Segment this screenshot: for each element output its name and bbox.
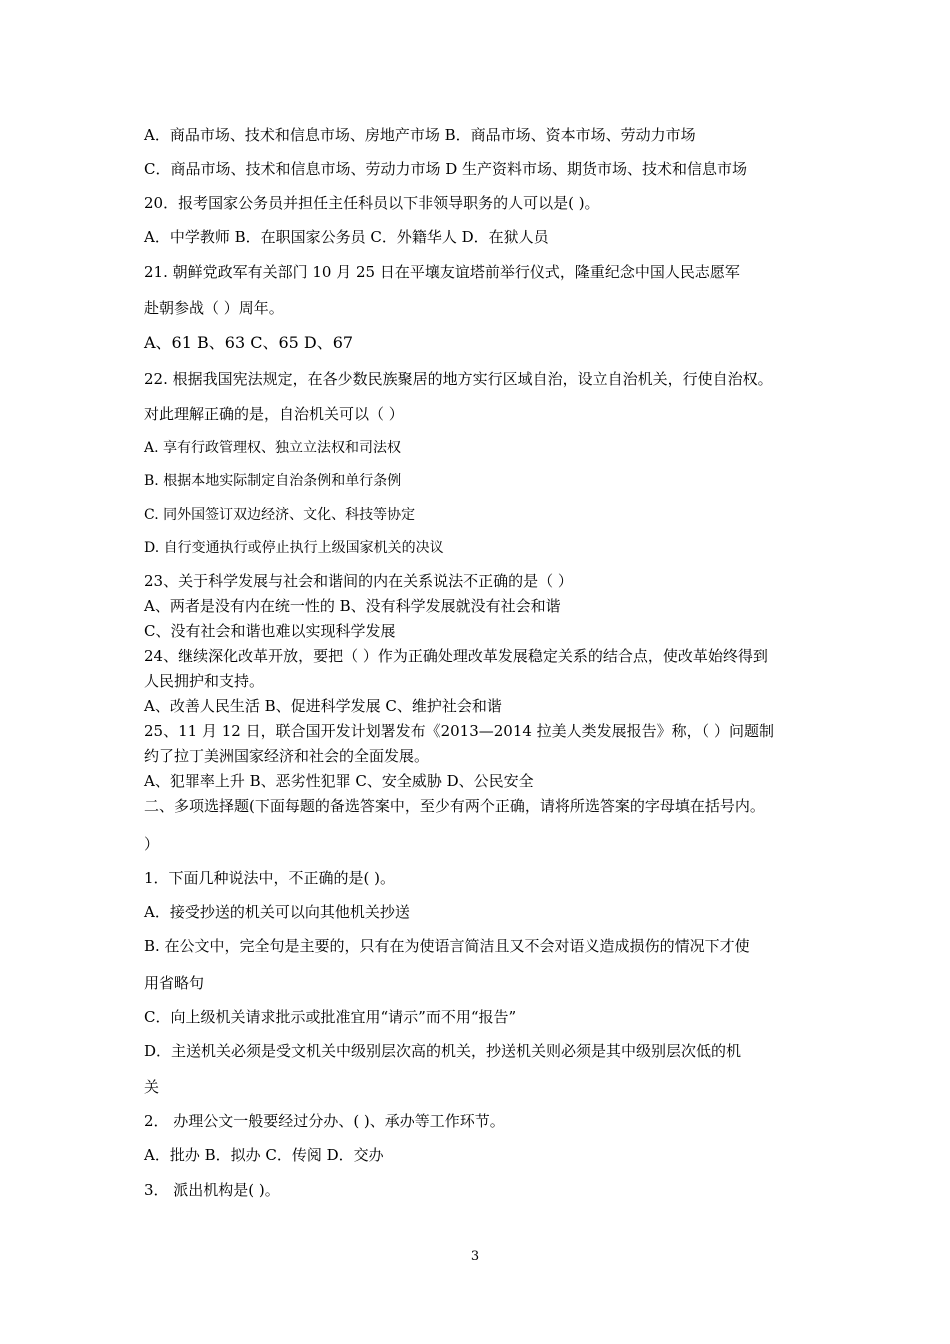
q23-option-c: C、没有社会和谐也难以实现科学发展 [144,622,396,640]
mq2-question: 2． 办理公文一般要经过分办、( )、承办等工作环节。 [144,1112,505,1130]
q24-question-line1: 24、继续深化改革开放，要把（ ）作为正确处理改革发展稳定关系的结合点，使改革始终得到 [144,647,768,665]
q19-options-ab: A．商品市场、技术和信息市场、房地产市场 B．商品市场、资本市场、劳动力市场 [144,126,696,144]
page-number: 3 [470,1249,480,1264]
q23-options-ab: A、两者是没有内在统一性的 B、没有科学发展就没有社会和谐 [144,597,561,615]
mq1-option-d-line2: 关 [144,1078,160,1096]
q22-option-d: D. 自行变通执行或停止执行上级国家机关的决议 [144,540,444,556]
q22-option-c: C. 同外国签订双边经济、文化、科技等协定 [144,507,416,523]
q21-question-line2: 赴朝参战（ ）周年。 [144,299,284,317]
section-2-heading-line2: ） [144,835,160,853]
mq1-option-b-line1: B. 在公文中，完全句是主要的，只有在为使语言简洁且又不会对语义造成损伤的情况下才使 [144,937,750,955]
q19-options-cd: C．商品市场、技术和信息市场、劳动力市场 D 生产资料市场、期货市场、技术和信息市场 [144,160,748,178]
q21-question-line1: 21. 朝鲜党政军有关部门 10 月 25 日在平壤友谊塔前举行仪式，隆重纪念中国人民志愿军 [144,263,740,281]
q23-question: 23、关于科学发展与社会和谐间的内在关系说法不正确的是（ ） [144,572,573,590]
mq1-option-d-line1: D．主送机关必须是受文机关中级别层次高的机关，抄送机关则必须是其中级别层次低的机 [144,1042,742,1060]
section-2-heading-line1: 二、多项选择题(下面每题的备选答案中，至少有两个正确，请将所选答案的字母填在括号内。 [144,797,765,815]
q22-question-line2: 对此理解正确的是，自治机关可以（ ） [144,405,404,423]
q22-question-line1: 22. 根据我国宪法规定，在各少数民族聚居的地方实行区域自治，设立自治机关，行使自治权。 [144,370,773,388]
q25-question-line1: 25、11 月 12 日，联合国开发计划署发布《2013—2014 拉美人类发展报告》称，（ ）问题制 [144,722,774,740]
q22-option-b: B. 根据本地实际制定自治条例和单行条例 [144,473,402,489]
mq1-option-a: A．接受抄送的机关可以向其他机关抄送 [144,903,410,921]
mq2-options: A．批办 B．拟办 C．传阅 D．交办 [144,1146,384,1164]
mq1-option-b-line2: 用省略句 [144,974,205,992]
q20-options: A．中学教师 B．在职国家公务员 C．外籍华人 D．在狱人员 [144,228,549,246]
mq3-question: 3． 派出机构是( )。 [144,1181,280,1199]
q25-options: A、犯罪率上升 B、恶劣性犯罪 C、安全威胁 D、公民安全 [144,772,534,790]
mq1-option-c: C．向上级机关请求批示或批准宜用“请示”而不用“报告” [144,1008,517,1026]
q25-question-line2: 约了拉丁美洲国家经济和社会的全面发展。 [144,747,430,765]
q22-option-a: A. 享有行政管理权、独立立法权和司法权 [144,440,402,456]
mq1-question: 1．下面几种说法中，不正确的是( )。 [144,869,396,887]
q21-options: A、61 B、63 C、65 D、67 [144,333,354,352]
q24-options: A、改善人民生活 B、促进科学发展 C、维护社会和谐 [144,697,502,715]
q24-question-line2: 人民拥护和支持。 [144,672,265,690]
q20-question: 20．报考国家公务员并担任主任科员以下非领导职务的人可以是( )。 [144,194,600,212]
